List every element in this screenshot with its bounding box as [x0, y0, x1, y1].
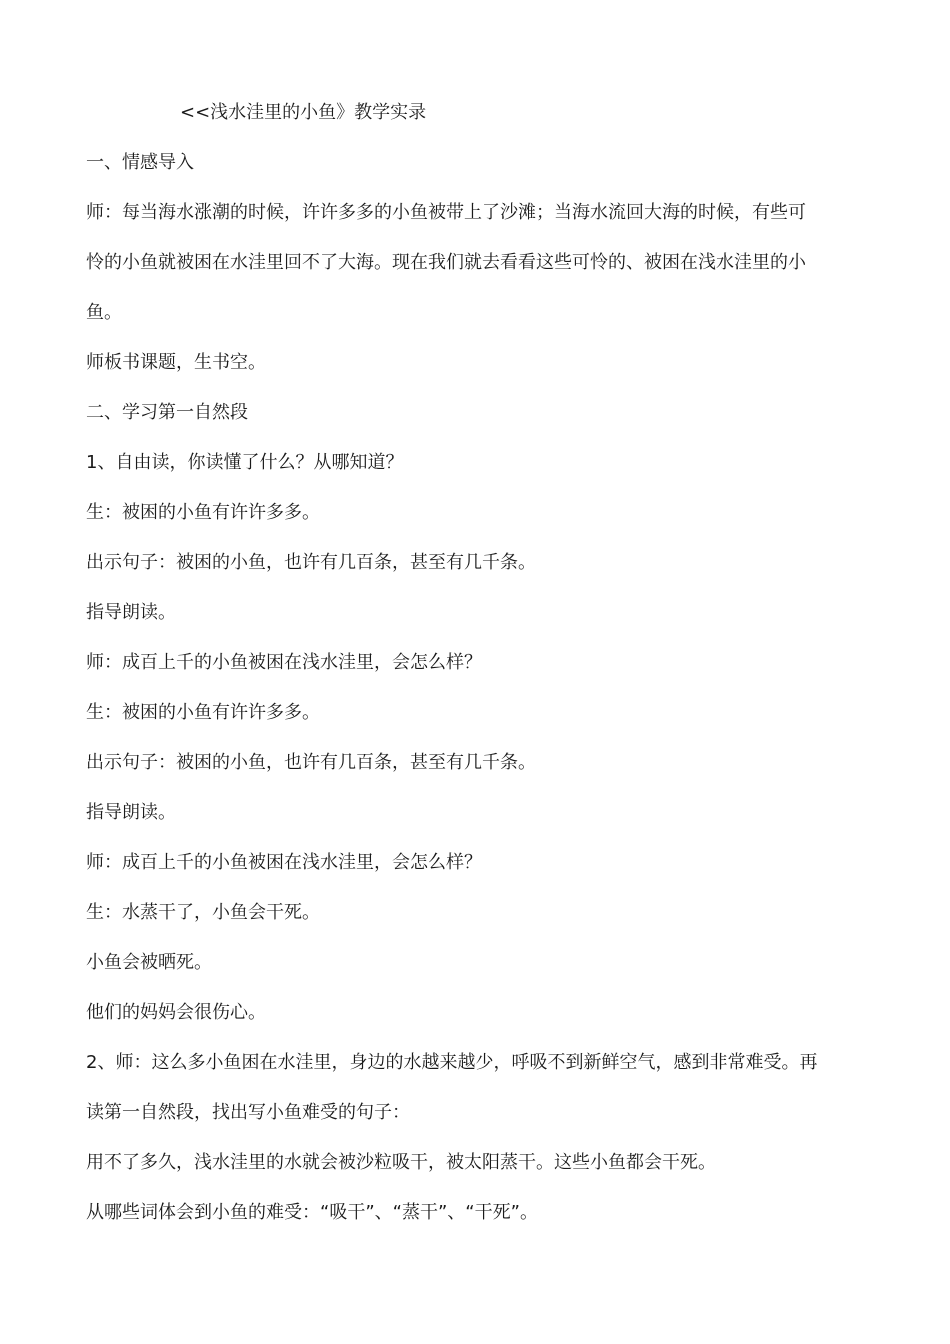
paragraph-line: 生：被困的小鱼有许许多多。: [86, 502, 320, 523]
paragraph-line: 怜的小鱼就被困在水洼里回不了大海。现在我们就去看看这些可怜的、被困在浅水洼里的小: [86, 252, 806, 273]
paragraph-line: 生：水蒸干了，小鱼会干死。: [86, 902, 320, 923]
paragraph-line: 出示句子：被困的小鱼，也许有几百条，甚至有几千条。: [86, 552, 536, 573]
paragraph-line: 2、师：这么多小鱼困在水洼里，身边的水越来越少，呼吸不到新鲜空气，感到非常难受。再: [86, 1052, 818, 1073]
section-heading-emotional-intro: 一、情感导入: [86, 152, 194, 173]
paragraph-line: 师：成百上千的小鱼被困在浅水洼里，会怎么样？: [86, 852, 482, 873]
document-title: <<浅水洼里的小鱼》教学实录: [180, 102, 427, 123]
paragraph-line: 读第一自然段，找出写小鱼难受的句子：: [86, 1102, 410, 1123]
paragraph-line: 鱼。: [86, 302, 122, 323]
paragraph-line: 小鱼会被晒死。: [86, 952, 212, 973]
paragraph-line: 指导朗读。: [86, 802, 176, 823]
paragraph-line: 他们的妈妈会很伤心。: [86, 1002, 266, 1023]
paragraph-line: 出示句子：被困的小鱼，也许有几百条，甚至有几千条。: [86, 752, 536, 773]
paragraph-line: 1、自由读，你读懂了什么？从哪知道？: [86, 452, 404, 473]
paragraph-line: 指导朗读。: [86, 602, 176, 623]
paragraph-line: 用不了多久，浅水洼里的水就会被沙粒吸干，被太阳蒸干。这些小鱼都会干死。: [86, 1152, 716, 1173]
paragraph-line: 师：每当海水涨潮的时候，许许多多的小鱼被带上了沙滩；当海水流回大海的时候，有些可: [86, 202, 806, 223]
section-heading-paragraph-one: 二、学习第一自然段: [86, 402, 248, 423]
paragraph-line: 生：被困的小鱼有许许多多。: [86, 702, 320, 723]
document-body: [86, 148, 876, 1248]
paragraph-line: 从哪些词体会到小鱼的难受：“吸干”、“蒸干”、“干死”。: [86, 1202, 538, 1223]
paragraph-line: 师：成百上千的小鱼被困在浅水洼里，会怎么样？: [86, 652, 482, 673]
paragraph-line: 师板书课题，生书空。: [86, 352, 266, 373]
